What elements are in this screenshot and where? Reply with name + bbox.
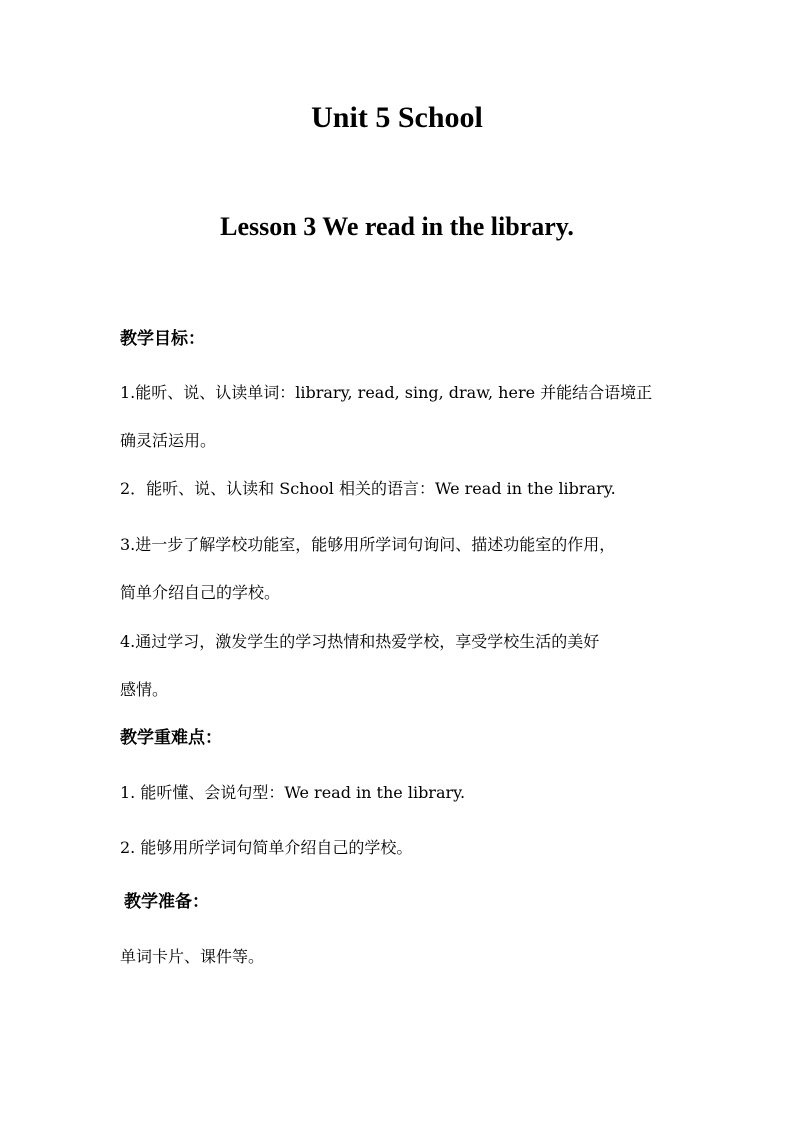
objective-item-1 — [120, 381, 680, 453]
document-title: Unit 5 School — [311, 101, 483, 134]
objective-item-4 — [120, 630, 680, 702]
preparation-item-1 — [120, 945, 680, 969]
objective-item-3 — [120, 533, 680, 605]
objective-1-line-1: 1.能听、说、认读单词：library, read, sing, draw, here 并能结合语境正 — [120, 383, 653, 402]
key-point-1-line-1: 1. 能听懂、会说句型：We read in the library. — [120, 783, 466, 802]
objectives-heading: 教学目标： — [120, 329, 205, 349]
objective-4-line-1: 4.通过学习，激发学生的学习热情和热爱学校，享受学校生活的美好 — [120, 632, 600, 651]
objective-4-line-2: 感情。 — [120, 680, 169, 699]
objective-item-2 — [120, 477, 680, 501]
key-point-item-1 — [120, 781, 680, 805]
objective-1-line-2: 确灵活运用。 — [120, 431, 217, 450]
objective-3-line-1: 3.进一步了解学校功能室，能够用所学词句询问、描述功能室的作用， — [120, 535, 616, 554]
objective-3-line-2: 简单介绍自己的学校。 — [120, 583, 281, 602]
key-point-item-2 — [120, 836, 680, 860]
key-point-2-line-1: 2. 能够用所学词句简单介绍自己的学校。 — [120, 838, 413, 857]
preparation-1-line-1: 单词卡片、课件等。 — [120, 947, 265, 966]
objective-2-line-1: 2．能听、说、认读和 School 相关的语言：We read in the library. — [120, 479, 616, 498]
preparation-heading: 教学准备： — [124, 892, 209, 912]
lesson-title: Lesson 3 We read in the library. — [220, 212, 574, 241]
key-points-heading: 教学重难点： — [120, 728, 222, 748]
